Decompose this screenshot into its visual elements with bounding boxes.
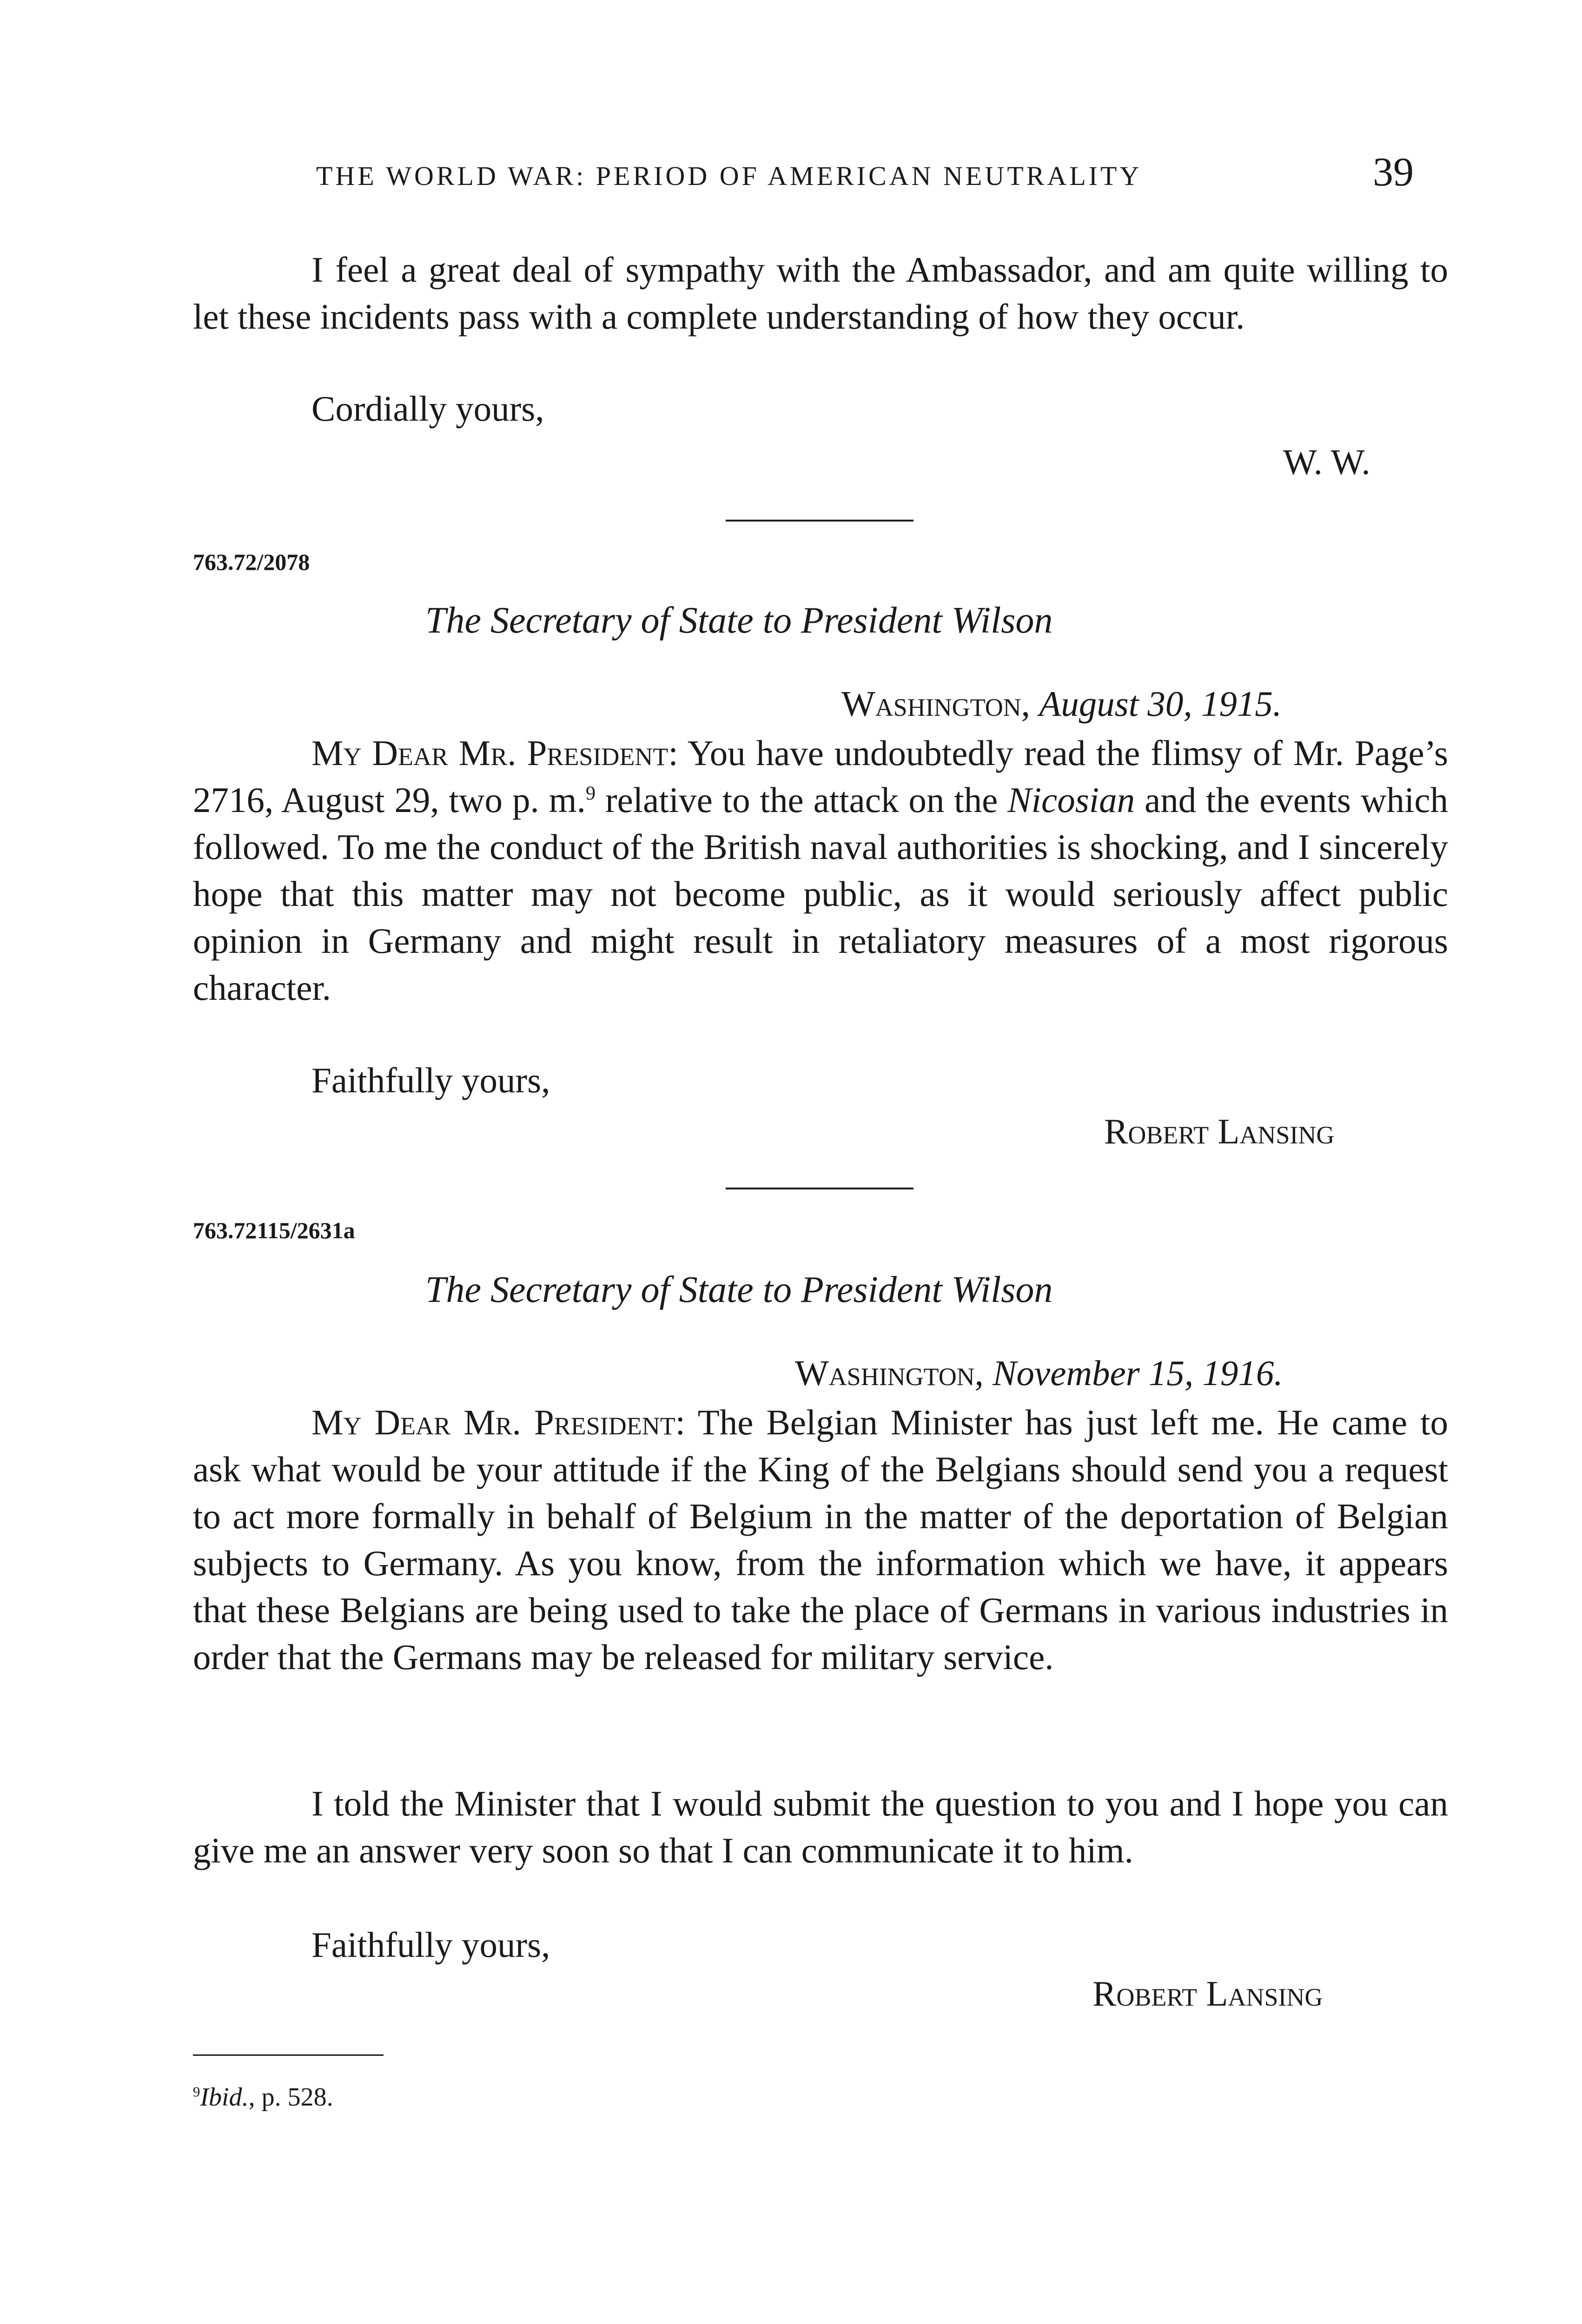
letter3-paragraph-1: [193, 1399, 1448, 1681]
letter2-text-part2: relative to the attack on the: [596, 780, 1008, 820]
letter2-text-part3: and the events which followed. To me the conduct of the British naval authorities is shocking, and I sincerely hope that this matter may not become public, as it would seriously affect public opinion in Germany and might result in retaliatory measures of a most rigorous character.: [193, 780, 1448, 1008]
letter3-dateline-place: Washington,: [795, 1353, 984, 1393]
letter2-dateline-place: Washington,: [841, 684, 1030, 724]
letter2-signature: Robert Lansing: [1104, 1111, 1335, 1151]
page-number: 39: [1373, 150, 1414, 195]
letter3-closing: Faithfully yours,: [311, 1925, 550, 1965]
letter2-text-part1: You have undoubtedly read the flimsy of Mr. Page’s 2716, August 29, two p. m.: [193, 733, 1448, 820]
section-divider: [726, 520, 913, 522]
ship-name: Nicosian: [1007, 780, 1135, 820]
letter1-closing: Cordially yours,: [311, 389, 544, 429]
letter3-file-number: 763.72115/2631a: [193, 1217, 355, 1243]
letter2-closing: Faithfully yours,: [311, 1060, 550, 1100]
footnote: [193, 2082, 333, 2112]
running-head: THE WORLD WAR: PERIOD OF AMERICAN NEUTRALITY: [316, 161, 1142, 191]
letter1-paragraph: I feel a great deal of sympathy with the Ambassador, and am quite willing to let these incidents pass with a complete understanding of how they occur.: [193, 250, 1448, 337]
letter3-salutation: My Dear Mr. President:: [311, 1402, 686, 1442]
letter3-paragraph-2: I told the Minister that I would submit the question to you and I hope you can give me an answer very soon so that I can communicate it to him.: [193, 1783, 1448, 1870]
section-divider: [726, 1188, 913, 1189]
letter2-title: The Secretary of State to President Wilson: [425, 600, 1053, 641]
letter2-salutation: My Dear Mr. President:: [311, 733, 678, 773]
letter2-paragraph: [193, 730, 1448, 1011]
letter3-signature: Robert Lansing: [1092, 1974, 1323, 2014]
letter3-text-part1: The Belgian Minister has just left me. He came to ask what would be your attitude if the King of the Belgians should send you a request to act more formally in behalf of Belgium in the matter of the deportation of Belgian subjects to Germany. As you know, from the information which we have, it appears that these Belgians are being used to take the place of Germans in various industries in order that the Germans may be released for military service.: [193, 1402, 1448, 1677]
footnote-rule: [193, 2054, 384, 2056]
letter3-title: The Secretary of State to President Wilson: [425, 1269, 1053, 1310]
document-page: [193, 0, 1448, 2324]
footnote-text: , p. 528.: [248, 2083, 333, 2112]
footnote-reference[interactable]: 9: [585, 782, 596, 805]
letter2-dateline: [841, 683, 1282, 725]
letter2-file-number: 763.72/2078: [193, 549, 310, 575]
letter1-signature: W. W.: [1283, 442, 1370, 482]
letter3-dateline-date: November 15, 1916.: [993, 1353, 1283, 1393]
letter2-dateline-date: August 30, 1915.: [1039, 684, 1282, 724]
footnote-source: Ibid.: [200, 2083, 249, 2112]
letter3-dateline: [795, 1353, 1283, 1394]
footnote-number: 9: [193, 2084, 200, 2100]
